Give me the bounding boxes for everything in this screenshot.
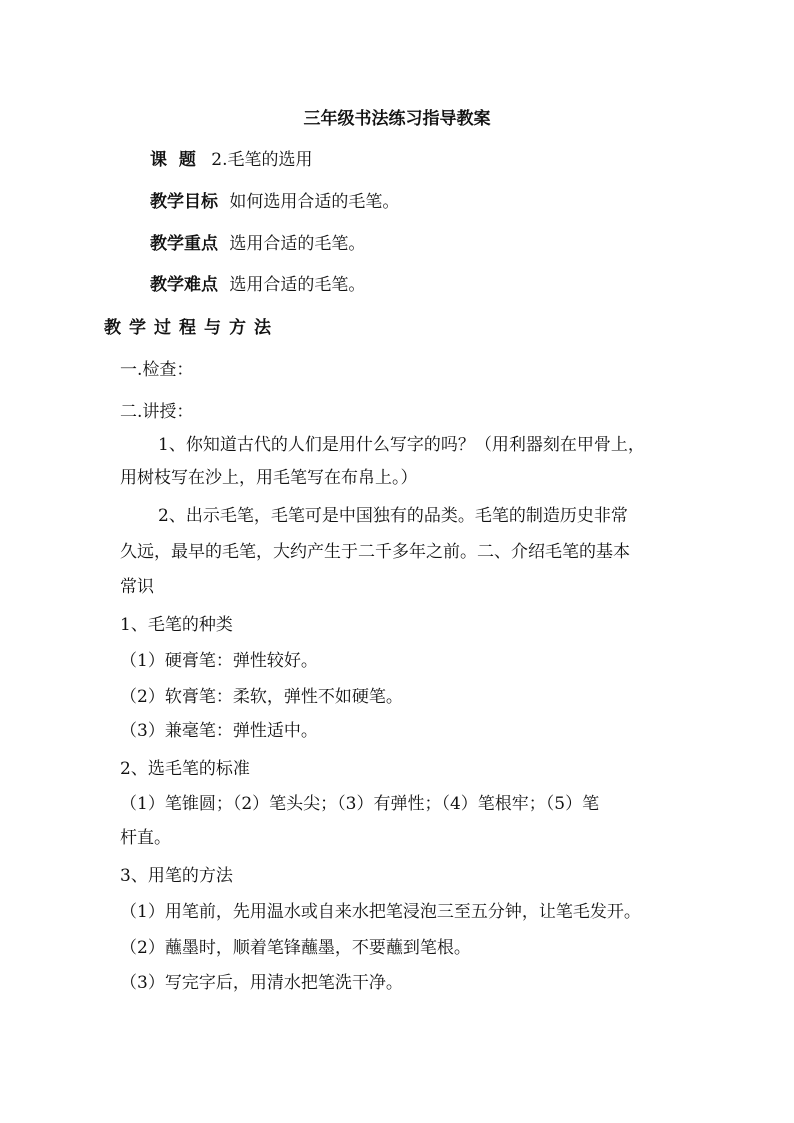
body-line: （3）兼毫笔：弹性适中。 [120, 721, 318, 741]
body-line: 2、选毛笔的标准 [120, 759, 250, 779]
body-line: 2、出示毛笔，毛笔可是中国独有的品类。毛笔的制造历史非常 [158, 506, 628, 526]
body-line: 常识 [120, 577, 154, 597]
section-heading: 教学过程与方法 [104, 318, 279, 338]
body-line: （1）硬膏笔：弹性较好。 [120, 651, 318, 671]
meta-label: 教学难点 [150, 275, 218, 295]
body-line: （2）蘸墨时，顺着笔锋蘸墨，不要蘸到笔根。 [120, 938, 471, 958]
body-line: （1）笔锥圆；（2）笔头尖；（3）有弹性；（4）笔根牢；（5）笔 [120, 794, 600, 814]
body-line: 二.讲授： [120, 402, 194, 422]
meta-row-objective [150, 190, 399, 214]
meta-value: 选用合适的毛笔。 [229, 234, 366, 254]
body-line: 久远，最早的毛笔，大约产生于二千多年之前。二、介绍毛笔的基本 [120, 542, 630, 562]
body-line: （3）写完字后，用清水把笔洗干净。 [120, 973, 403, 993]
meta-value: 如何选用合适的毛笔。 [229, 192, 400, 212]
body-line: 1、你知道古代的人们是用什么写字的吗？（用利器刻在甲骨上， [158, 435, 645, 455]
body-line: 杆直。 [120, 828, 171, 848]
meta-row-difficulty [150, 273, 365, 297]
meta-label: 教学目标 [150, 192, 218, 212]
meta-label: 课 题 [150, 150, 196, 170]
meta-value: 2.毛笔的选用 [211, 150, 313, 170]
meta-row-topic [150, 148, 312, 172]
body-line: 3、用笔的方法 [120, 866, 233, 886]
body-line: （1）用笔前，先用温水或自来水把笔浸泡三至五分钟，让笔毛发开。 [120, 902, 641, 922]
page-title: 三年级书法练习指导教案 [303, 109, 491, 129]
body-line: （2）软膏笔：柔软，弹性不如硬笔。 [120, 687, 403, 707]
meta-row-key-point [150, 232, 365, 256]
meta-label: 教学重点 [150, 234, 218, 254]
body-line: 一.检查： [120, 360, 194, 380]
body-line: 1、毛笔的种类 [120, 615, 233, 635]
meta-value: 选用合适的毛笔。 [229, 275, 366, 295]
body-line: 用树枝写在沙上，用毛笔写在布帛上。） [120, 468, 418, 488]
